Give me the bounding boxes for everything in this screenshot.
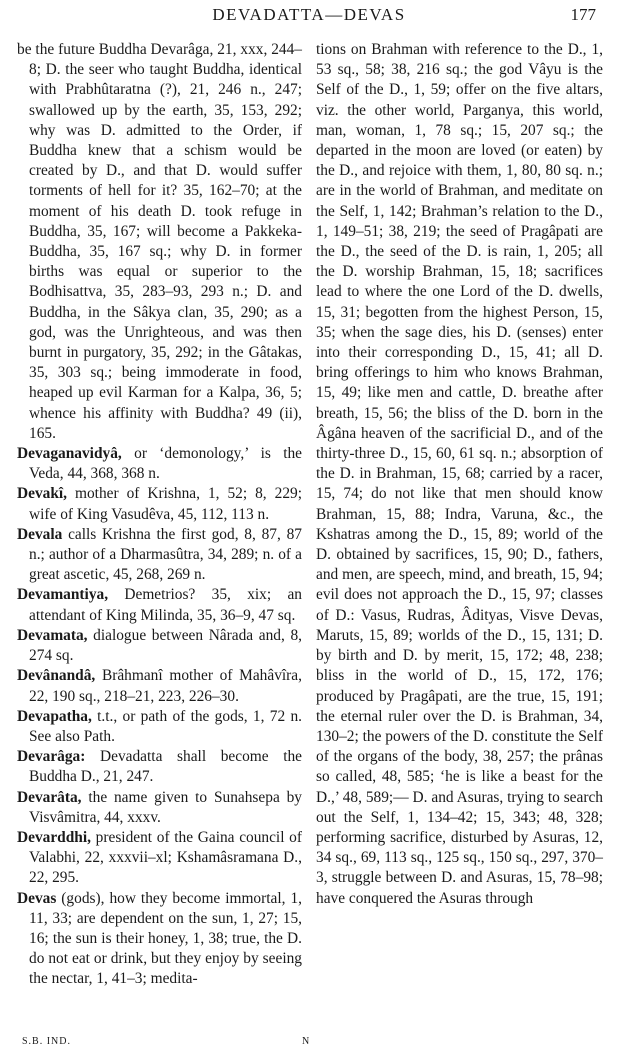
index-entry <box>17 788 302 828</box>
entry-headword: Devas <box>17 889 57 907</box>
gathering-mark: N <box>302 1036 310 1047</box>
entry-headword: Devapatha, <box>17 707 92 725</box>
entry-text: dialogue between Nârada and, 8, 274 sq. <box>29 626 302 665</box>
entry-headword: Devaganavidyâ, <box>17 445 122 463</box>
signature-mark: S.B. IND. <box>22 1036 72 1047</box>
index-entry <box>17 707 302 747</box>
entry-headword: Devânandâ, <box>17 667 96 685</box>
entry-text: (gods), how they become immortal, 1, 11, 33; are dependent on the sun, 1, 27; 15, 16; the sun is their honey, 1, 38; true, the D. do not eat or drink, but they enjoy by seeing the nectar, 1, 41–3; medita- <box>29 889 302 988</box>
index-entry <box>17 525 302 586</box>
right-column <box>316 40 603 909</box>
entry-continuation: tions on Brahman with reference to the D., 1, 53 sq., 58; 38, 216 sq.; the god Vâyu is the Self of the D., 1, 59; offer on the five altars, viz. the other world, Parganya, this world, man, woman, 1, 78 sq.; 15, 207 sq.; the departed in the moon are loved (or eaten) by the D., and rejoice with them, 1, 80, 80 sq. n.; are in the world of Brahman, and meditate on the Self, 1, 142; Brahman’s relation to the D., 1, 149–51; 38, 219; the seed of Pragâpati are the D., the seed of the D. is rain, 1, 205; all the D. worship Brahman, 15, 18; sacrifices lead to where the one Lord of the D. dwells, 15, 31; begotten from the highest Person, 15, 35; when the sage dies, his D. (senses) enter into their corresponding D., 15, 41; all D. bring offerings to him who knows Brahman, 15, 49; like men and cattle, D. breathe after breath, 15, 56; the bliss of the D. born in the Âgâna heaven of the sacrificial D., and of the thirty-three D., 15, 60, 61 sq. n.; absorption of the D. in Brahman, 15, 68; carried by a racer, 15, 74; do not like that men should know Brahman, 15, 88; Indra, Varuna, &c., the Kshatras among the D., 15, 89; world of the D. obtained by sacrifices, 15, 90; D., fathers, and men, are speech, mind, and breath, 15, 94; evil does not approach the D., 15, 97; classes of D.: Vasus, Rudras, Âdityas, Visve Devas, Maruts, 15, 89; worlds of the D., 15, 131; D. by birth and D. by merit, 15, 172; 48, 238; bliss in the world of D., 15, 172, 176; produced by Pragâpati, are the true, 15, 191; the eternal ruler over the D. is Brahman, 34, 130–2; the powers of the D. constitute the Self of the organs of the body, 38, 257; the prânas so called, 48, 585; ‘he is like a beast for the D.,’ 48, 589;— D. and Asuras, trying to search out the Self, 1, 134–42; 15, 343; 48, 328; performing sacrifice, disturbed by Asuras, 12, 34 sq., 69, 113 sq., 125 sq., 150 sq., 297, 370–3, struggle between D. and Asuras, 15, 78–98; have conquered the Asuras through <box>316 41 603 907</box>
index-entry <box>17 484 302 524</box>
entry-text: t.t., or path of the gods, 1, 72 n. See also Path. <box>29 707 302 745</box>
index-entry <box>17 626 302 666</box>
entry-headword: Devarddhi, <box>17 828 91 846</box>
entry-text: Demetrios? 35, xix; an attendant of King Milinda, 35, 36–9, 47 sq. <box>29 586 302 624</box>
index-entry <box>17 585 302 625</box>
entry-text: or ‘demonology,’ is the Veda, 44, 368, 368 n. <box>29 445 302 483</box>
entry-text: mother of Krishna, 1, 52; 8, 229; wife of King Vasudêva, 45, 112, 113 n. <box>29 485 302 523</box>
entry-text: calls Krishna the first god, 8, 87, 87 n.; author of a Dharmasûtra, 34, 289; n. of a great ascetic, 45, 268, 269 n. <box>29 525 302 584</box>
entry-text: be the future Buddha Devarâga, 21, xxx, 244–8; D. the seer who taught Buddha, identical with Prabhûtaratna (?), 21, 246 n., 247; swallowed up by the earth, 35, 153, 292; why was D. admitted to the Order, if Buddha knew that a schism would be created by D., and that D. would suffer torments of hell for it? 35, 162–70; at the moment of his death D. took refuge in Buddha, 35, 167; will become a Pakkeka-Buddha, 35, 167 sq.; why D. in former births was equal or superior to the Bodhisattva, 35, 283–93, 293 n.; D. and Buddha, in the Sâkya clan, 35, 290; as a god, was the Unrighteous, and was then burnt in purgatory, 35, 292; in the Gâtakas, 35, 303 sq.; being immoderate in food, heaped up evil Karman for a Kalpa, 36, 5; whence his affinity with Buddha? 49 (ii), 165. <box>17 41 302 442</box>
entry-headword: Devamata, <box>17 626 88 644</box>
index-entry <box>17 828 302 889</box>
entry-text: the name given to Sunahsepa by Visvâmitra, 44, xxxv. <box>29 788 302 826</box>
entry-text: president of the Gaina council of Valabhi, 22, xxxvii–xl; Kshamâsramana D., 22, 295. <box>29 828 302 887</box>
index-entry <box>17 666 302 706</box>
index-entry <box>17 444 302 484</box>
entry-headword: Devarâta, <box>17 788 82 806</box>
entry-headword: Devakî, <box>17 485 68 503</box>
entry-headword: Devarâga: <box>17 748 86 766</box>
index-entry <box>17 747 302 787</box>
left-column <box>17 40 302 990</box>
index-entry <box>17 40 302 444</box>
page-footer <box>0 1036 618 1052</box>
page-number: 177 <box>570 5 596 24</box>
entry-headword: Devala <box>17 525 63 543</box>
entry-text: Devadatta shall become the Buddha D., 21, 247. <box>29 748 302 786</box>
page-header <box>0 5 618 31</box>
entry-text: Brâhmanî mother of Mahâvîra, 22, 190 sq., 218–21, 223, 226–30. <box>29 667 302 705</box>
entry-headword: Devamantiya, <box>17 586 109 604</box>
running-title: DEVADATTA—DEVAS <box>212 5 406 24</box>
index-entry <box>17 889 302 990</box>
